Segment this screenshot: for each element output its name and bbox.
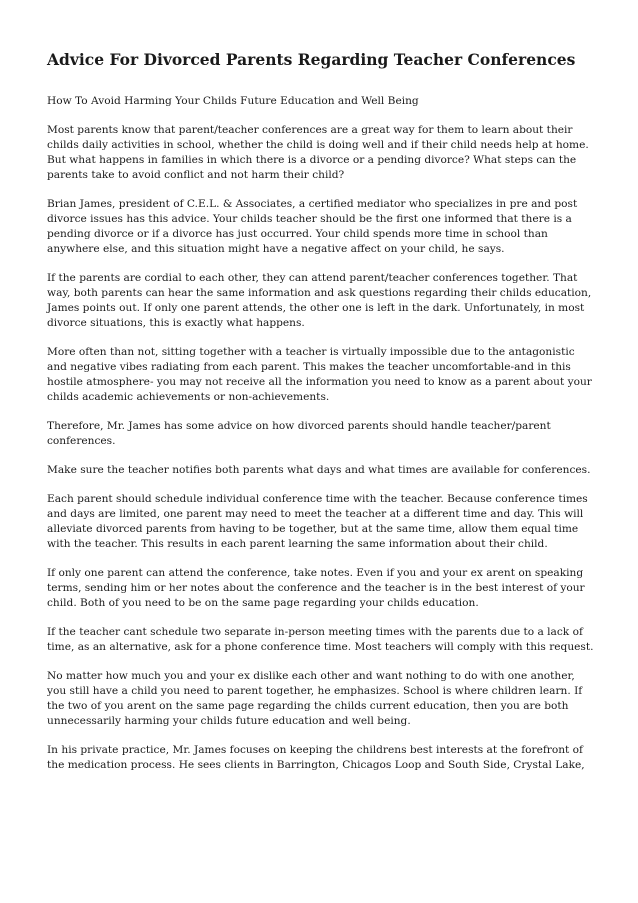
paragraph-3: If the parents are cordial to each other, they can attend parent/teacher conferences together. That way, both parents can hear the same information and ask questions regarding their childs education, James points out. If only one parent attends, the other one is left in the dark. Unfortunately, in most divorce situations, this is exactly what happens. <box>47 272 592 329</box>
paragraph-9: If the teacher cant schedule two separate in-person meeting times with the parents due to a lack of time, as an alternative, ask for a phone conference time. Most teachers will comply with this request. <box>47 626 594 653</box>
paragraph-6: Make sure the teacher notifies both parents what days and what times are available for conferences. <box>47 464 591 476</box>
paragraph-2: Brian James, president of C.E.L. & Associates, a certified mediator who specializes in pre and post divorce issues has this advice. Your childs teacher should be the first one informed that there is a pending divorce or if a divorce has just occurred. Your child spends more time in school than anywhere else, and this situation might have a negative affect on your child, he says. <box>47 198 578 255</box>
paragraph-11: In his private practice, Mr. James focuses on keeping the childrens best interests at the forefront of the medication process. He sees clients in Barrington, Chicagos Loop and South Side, Crystal Lake, <box>47 744 585 771</box>
paragraph-4: More often than not, sitting together with a teacher is virtually impossible due to the antagonistic and negative vibes radiating from each parent. This makes the teacher uncomfortable-and in this hostile atmosphere- you may not receive all the information you need to know as a parent about your childs academic achievements or non-achievements. <box>47 346 592 403</box>
paragraph-1: Most parents know that parent/teacher conferences are a great way for them to learn about their childs daily activities in school, whether the child is doing well and if their child needs help at home. But what happens in families in which there is a divorce or a pending divorce? What steps can the parents take to avoid conflict and not harm their child? <box>47 124 589 181</box>
paragraph-5: Therefore, Mr. James has some advice on how divorced parents should handle teacher/parent conferences. <box>47 420 551 447</box>
document-page <box>47 50 595 787</box>
document-subtitle: How To Avoid Harming Your Childs Future Education and Well Being <box>47 95 419 107</box>
paragraph-7: Each parent should schedule individual conference time with the teacher. Because conference times and days are limited, one parent may need to meet the teacher at a different time and day. This will alleviate divorced parents from having to be together, but at the same time, allow them equal time with the teacher. This results in each parent learning the same information about their child. <box>47 493 588 550</box>
paragraph-8: If only one parent can attend the conference, take notes. Even if you and your ex arent on speaking terms, sending him or her notes about the conference and the teacher is in the best interest of your child. Both of you need to be on the same page regarding your childs education. <box>47 567 585 609</box>
document-title: Advice For Divorced Parents Regarding Teacher Conferences <box>47 50 576 69</box>
paragraph-10: No matter how much you and your ex dislike each other and want nothing to do with one another, you still have a child you need to parent together, he emphasizes. School is where children learn. If the two of you arent on the same page regarding the childs current education, then you are both unnecessarily harming your childs future education and well being. <box>47 670 583 727</box>
